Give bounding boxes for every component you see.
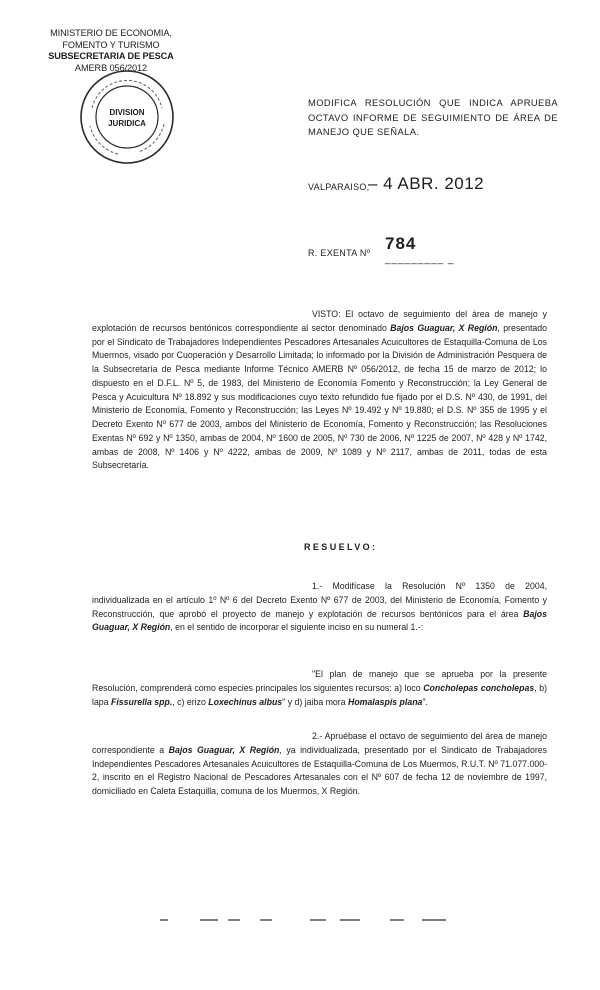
exenta-number: 784 xyxy=(385,234,417,253)
visto-paragraph xyxy=(92,308,547,473)
seal-text-division: DIVISION xyxy=(109,108,145,117)
header-line-ministry: MINISTERIO DE ECONOMIA, xyxy=(50,28,172,38)
document-date: – 4 ABR. 2012 xyxy=(368,174,485,193)
quote-species-2: Fissurella spp. xyxy=(110,696,173,707)
division-juridica-seal xyxy=(78,68,176,166)
article-2-lead: 2.- Apruébase el octavo de seguimiento del área de manejo correspondiente a xyxy=(92,731,547,755)
exenta-label: R. EXENTA Nº xyxy=(308,248,371,258)
quote-part-4: " y d) jaiba mora xyxy=(282,696,348,707)
quote-part-3: , c) erizo xyxy=(172,696,209,707)
visto-sector: Bajos Guaguar, X Región xyxy=(390,322,498,333)
quote-part-1: "El plan de manejo que se aprueba por la presente Resolución, comprenderá como especies principales los siguientes recursos: a) loco xyxy=(92,669,547,693)
quote-species-3: Loxechinus albus xyxy=(208,696,283,707)
article-2-rest: , ya individualizada, presentado por el Sindicato de Trabajadores Independientes Pescadores Artesanales Acuicultores de Estaquilla-Comuna de Los Muermos, R.U.T. Nº 71.077.000-2, inscrito en el Registro Nacional de Pescadores Artesanales con el Nº 607 de fecha 12 de noviembre de 1997, domiciliado en Caleta Estaquilla, comuna de los Muermos, X Región. xyxy=(92,744,547,796)
quote-part-5: ". xyxy=(422,696,428,707)
place-label: VALPARAISO, xyxy=(308,182,370,192)
document-subject: MODIFICA RESOLUCIÓN QUE INDICA APRUEBA OCTAVO INFORME DE SEGUIMIENTO DE ÁREA DE MANEJO QUE SEÑALA. xyxy=(308,97,558,137)
exenta-underline: _________ _ xyxy=(385,254,455,265)
header-line-subsecretaria: SUBSECRETARIA DE PESCA xyxy=(48,51,174,61)
seal-text-juridica: JURIDICA xyxy=(108,119,146,128)
quote-part-2: , b) lapa xyxy=(92,682,548,707)
visto-lead: VISTO: El octavo de seguimiento del área de manejo y explotación de recursos bentónicos correspondiente al sector denominado xyxy=(92,309,547,333)
header-line-fomento: FOMENTO Y TURISMO xyxy=(62,39,160,50)
resuelvo-heading: RESUELVO: xyxy=(304,542,378,552)
quoted-inciso xyxy=(92,668,547,709)
article-1-rest: , en el sentido de incorporar el siguiente inciso en su numeral 1.-: xyxy=(170,622,424,633)
footer-dashes xyxy=(160,912,450,922)
seal-graphic xyxy=(78,68,176,166)
article-1-area: Bajos Guaguar, X Región xyxy=(92,608,547,633)
footer-dash-graphic xyxy=(160,915,450,925)
article-2-paragraph xyxy=(92,730,547,799)
visto-rest: , presentado por el Sindicato de Trabajadores Independientes Pescadores Artesanales Acuicultores de Estaquilla-Comuna de Los Muermos, visado por Cuoperación y Desarrollo Limitada; lo informado por la División de Administración Pesquera de la Subsecretaría de Pesca mediante Informe Técnico AMERB Nº 056/2012, de fecha 15 de marzo de 2012; lo dispuesto en el D.F.L. Nº 5, de 1983, del Ministerio de Economía Fomento y Reconstrucción; la Ley General de Pesca y Acuicultura Nº 18.892 y sus modificaciones cuyo texto refundido fue fijado por el D.S. Nº 430, de 1991, del Ministerio de Economía, Fomento y Reconstrucción; las Leyes Nº 19.492 y Nº 19.880; el D.S. Nº 355 de 1995 y el Decreto Exento Nº 677 de 2003, ambos del Ministerio de Economía, Fomento y Reconstrucción; las Resoluciones Exentas Nº 692 y Nº 1350, ambas de 2004, Nº 1600 de 2005, Nº 730 de 2006, Nº 1225 de 2007, Nº 428 y Nº 1742, ambas de 2008, Nº 1406 y Nº 4222, ambas de 2009, Nº 1089 y Nº 2117, ambas de 2011, todas de esta Subsecretaría. xyxy=(92,322,547,471)
article-1-paragraph xyxy=(92,580,547,635)
article-2-area: Bajos Guaguar, X Región xyxy=(168,744,280,755)
header-line-amerb: AMERB 056/2012 xyxy=(74,62,148,73)
quote-species-1: Concholepas concholepas xyxy=(423,682,535,693)
article-1-lead: 1.- Modifícase la Resolución Nº 1350 de 2004, individualizada en el artículo 1º Nº 6 del Decreto Exento Nº 677 de 2003, del Ministerio de Economía, Fomento y Reconstrucción, que aprobó el proyecto de manejo y explotación de recursos bentónicos para el área xyxy=(92,581,547,619)
quote-species-4: Homalaspis plana xyxy=(348,696,423,707)
